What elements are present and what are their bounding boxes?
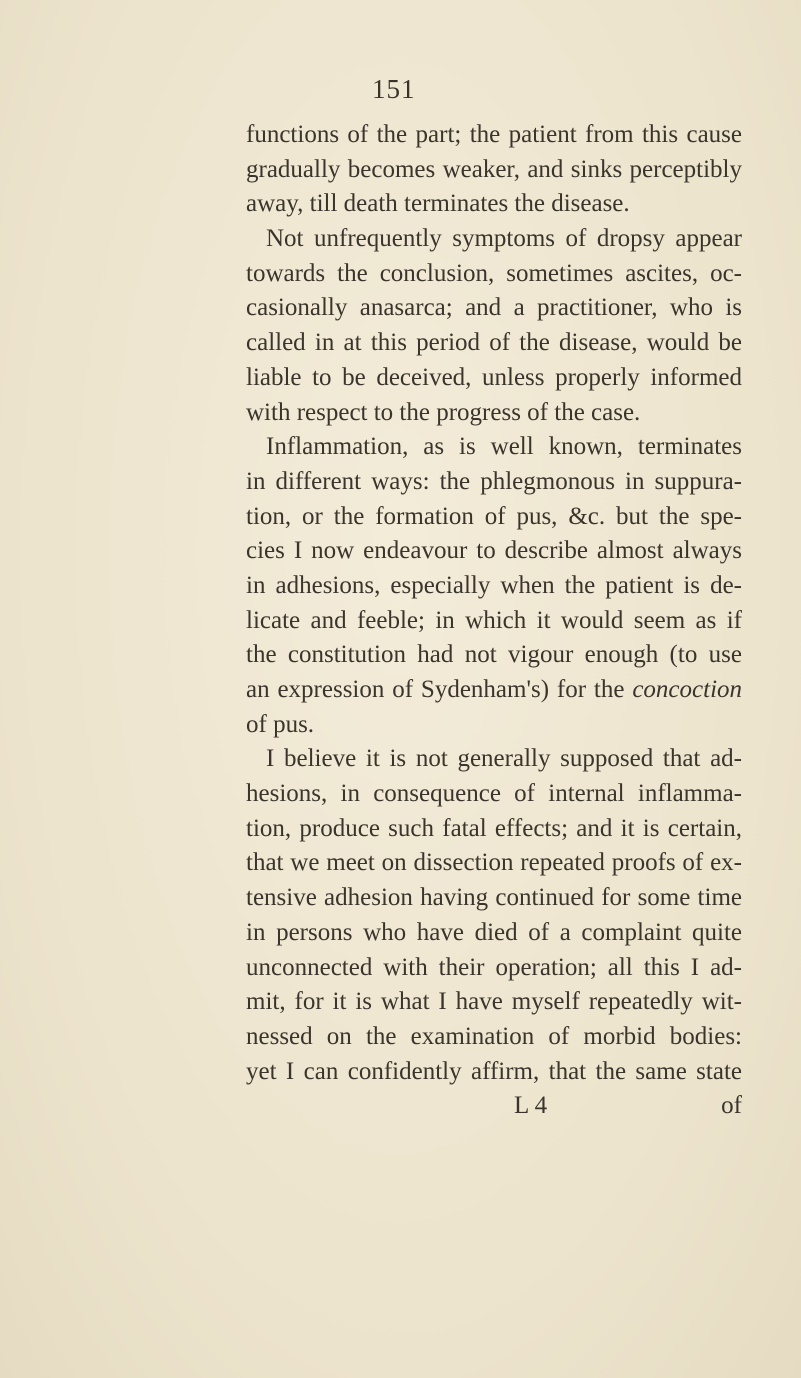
text-line: towards the conclusion, sometimes ascites, oc- <box>246 259 742 287</box>
text-line: gradually becomes weaker, and sinks perceptibly <box>246 155 742 183</box>
text-line: casionally anasarca; and a practitioner, who is <box>246 294 742 322</box>
text-line: the constitution had not vigour enough (to use <box>246 641 742 669</box>
text-line: in persons who have died of a complaint quite <box>246 918 742 946</box>
text-line: licate and feeble; in which it would seem as if <box>246 606 742 634</box>
text-line: liable to be deceived, unless properly informed <box>246 363 742 391</box>
text-line: called in at this period of the disease, would be <box>246 329 742 357</box>
text-line: tion, produce such fatal effects; and it is certain, <box>246 814 742 842</box>
text-line: hesions, in consequence of internal inflamma- <box>246 780 742 808</box>
text-line: unconnected with their operation; all this I ad- <box>246 953 742 981</box>
text-line: tion, or the formation of pus, &c. but the spe- <box>246 502 742 530</box>
text-line-with-italic <box>246 673 742 708</box>
body-text <box>246 118 742 1124</box>
text-line: that we meet on dissection repeated proofs of ex- <box>246 849 742 877</box>
text-line: with respect to the progress of the case. <box>246 398 641 426</box>
text-line: in adhesions, especially when the patient is de- <box>246 571 742 599</box>
text-line: nessed on the examination of morbid bodies: <box>246 1022 742 1050</box>
text-line: functions of the part; the patient from this cause <box>246 121 742 148</box>
page-number: 151 <box>372 74 416 104</box>
text-line: of pus. <box>246 710 315 738</box>
text-line: Inflammation, as is well known, terminates <box>266 433 742 461</box>
text-line: mit, for it is what I have myself repeatedly wit- <box>246 988 742 1016</box>
text-segment: an expression of Sydenham's) for the <box>246 676 625 703</box>
text-line: in different ways: the phlegmonous in suppura- <box>246 467 742 495</box>
text-line: away, till death terminates the disease. <box>246 190 630 218</box>
text-line: I believe it is not generally supposed that ad- <box>266 745 742 773</box>
signature-line <box>246 1089 742 1124</box>
signature-mark: L 4 <box>514 1092 548 1120</box>
catchword: of <box>721 1092 742 1120</box>
text-line: cies I now endeavour to describe almost always <box>246 537 742 565</box>
text-line: tensive adhesion having continued for some time <box>246 884 742 912</box>
italic-word: concoction <box>632 676 743 703</box>
text-line: Not unfrequently symptoms of dropsy appear <box>266 225 742 253</box>
text-line: yet I can confidently affirm, that the same state <box>246 1057 742 1085</box>
